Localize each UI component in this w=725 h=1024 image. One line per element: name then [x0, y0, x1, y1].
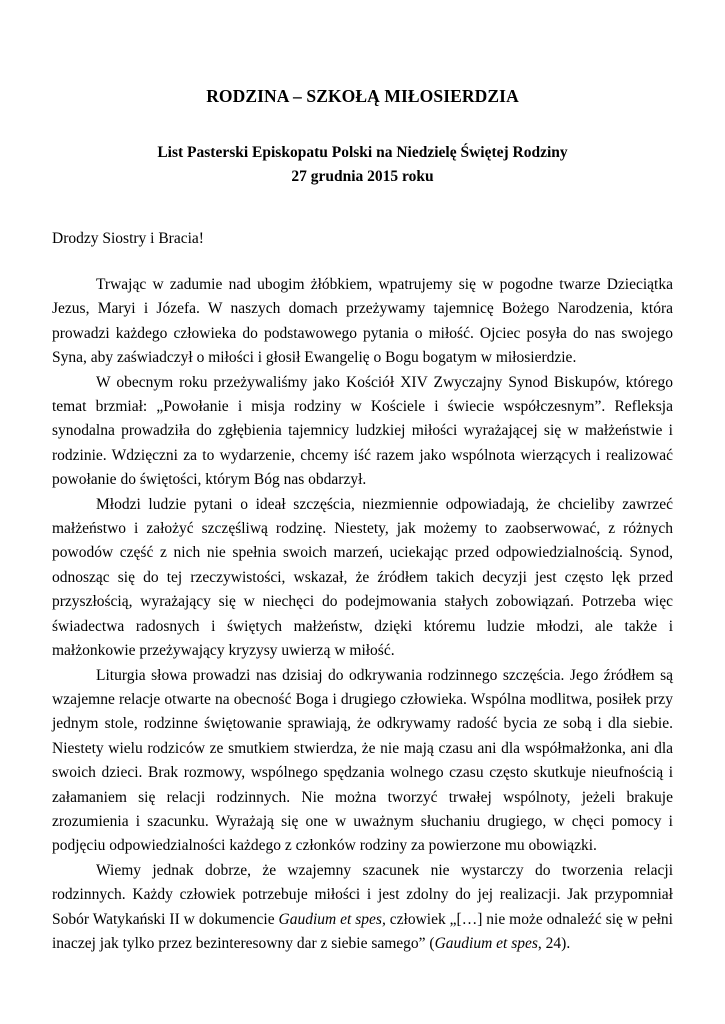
paragraph-2: W obecnym roku przeżywaliśmy jako Kościół XIV Zwyczajny Synod Biskupów, którego temat brzmiał: „Powołanie i misja rodziny w Kościele i świecie współczesnym”. Refleksja synodalna prowadziła do zgłębienia tajemnicy ludzkiej miłości wyrażającej się w małżeństwie i rodzinie. Wdzięczni za to wydarzenie, chcemy iść razem jako wspólnota wierzących i realizować powołanie do świętości, którym Bóg nas obdarzył. [52, 373, 673, 489]
paragraph-4: Liturgia słowa prowadzi nas dzisiaj do odkrywania rodzinnego szczęścia. Jego źródłem są wzajemne relacje otwarte na obecność Boga i drugiego człowieka. Wspólna modlitwa, posiłek przy jednym stole, rodzinne świętowanie sprawiają, że odkrywamy radość bycia ze sobą i dla siebie. Niestety wielu rodziców ze smutkiem stwierdza, że nie mają czasu ani dla współmałżonka, ani dla swoich dzieci. Brak rozmowy, wspólnego spędzania wolnego czasu często skutkuje nieufnością i załamaniem się relacji rodzinnych. Nie można tworzyć trwałej wspólnoty, jeżeli brakuje zrozumienia i szacunku. Wyrażają się one w uważnym słuchaniu drugiego, w chęci pomocy i podjęciu odpowiedzialności każdego z członków rodziny za powierzone mu obowiązki. [52, 666, 673, 855]
paragraph-5-part-3: , 24). [537, 934, 571, 952]
paragraph-5-citation-2: Gaudium et spes [434, 934, 538, 952]
document-subtitle: List Pasterski Episkopatu Polski na Niedzielę Świętej Rodziny [157, 144, 568, 161]
document-date: 27 grudnia 2015 roku [291, 168, 434, 185]
paragraph-5-part-1: Wiemy jednak dobrze, że wzajemny szacunek nie wystarczy do tworzenia relacji rodzinnych. Każdy człowiek potrzebuje miłości i jest zdolny do jej realizacji. Jak przypomniał Sobór Watykański II w dokumencie [52, 861, 673, 928]
paragraph-5-citation-1: Gaudium et spes, [278, 910, 386, 928]
paragraph-1: Trwając w zadumie nad ubogim żłóbkiem, wpatrujemy się w pogodne twarze Dzieciątka Jezus, Maryi i Józefa. W naszych domach przeżywamy tajemnicę Bożego Narodzenia, która prowadzi każdego człowieka do podstawowego pytania o miłość. Ojciec posyła do nas swojego Syna, aby zaświadczył o miłości i głosił Ewangelię o Bogu bogatym w miłosierdzie. [52, 276, 673, 367]
letter-body [52, 273, 673, 956]
paragraph-5-part-2: człowiek „[…] nie może odnaleźć się w pełni inaczej jak tylko przez bezinteresowny dar z siebie samego” ( [52, 910, 673, 952]
greeting: Drodzy Siostry i Bracia! [52, 230, 204, 247]
paragraph-5 [52, 859, 673, 957]
paragraph-3: Młodzi ludzie pytani o ideał szczęścia, niezmiennie odpowiadają, że chcieliby zawrzeć małżeństwo i założyć szczęśliwą rodzinę. Niestety, jak możemy to zaobserwować, z różnych powodów część z nich nie spełnia swoich marzeń, uciekając przed odpowiedzialnością. Synod, odnosząc się do tej rzeczywistości, wskazał, że źródłem takich decyzji jest często lęk przed przyszłością, wyrażający się w niechęci do podejmowania stałych zobowiązań. Potrzeba więc świadectwa radosnych i świętych małżeństw, dzięki któremu ludzie młodzi, ale także i małżonkowie przeżywający kryzysy uwierzą w miłość. [52, 495, 673, 660]
document-title: RODZINA – SZKOŁĄ MIŁOSIERDZIA [206, 86, 519, 106]
